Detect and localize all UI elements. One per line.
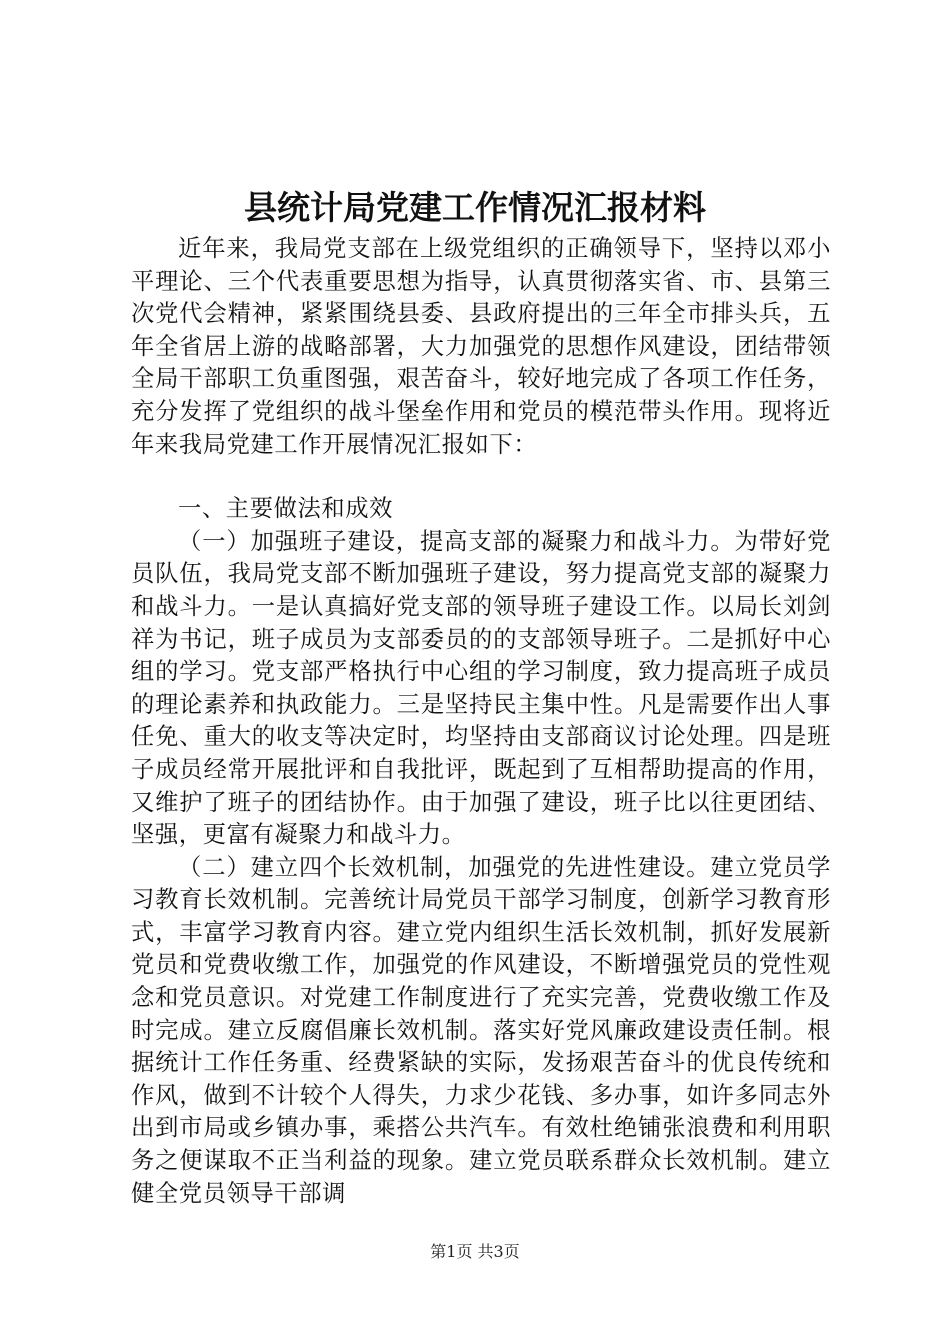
- intro-paragraph: 近年来，我局党支部在上级党组织的正确领导下，坚持以邓小平理论、三个代表重要思想为指导，认真贯彻落实省、市、县第三次党代会精神，紧紧围绕县委、县政府提出的三年全市排头兵，五年全省居上游的战略部署，大力加强党的思想作风建设，团结带领全局干部职工负重图强，艰苦奋斗，较好地完成了各项工作任务，充分发挥了党组织的战斗堡垒作用和党员的模范带头作用。现将近年来我局党建工作开展情况汇报如下：: [131, 235, 831, 458]
- document-body: [131, 233, 831, 1210]
- page-number-footer: 第1页 共3页: [430, 1242, 520, 1261]
- section-heading: 一、主要做法和成效: [178, 495, 394, 523]
- document-title: 县统计局党建工作情况汇报材料: [244, 188, 706, 227]
- body-paragraph-1: （一）加强班子建设，提高支部的凝聚力和战斗力。为带好党员队伍，我局党支部不断加强班子建设，努力提高党支部的凝聚力和战斗力。一是认真搞好党支部的领导班子建设工作。以局长刘剑祥为书记，班子成员为支部委员的的支部领导班子。二是抓好中心组的学习。党支部严格执行中心组的学习制度，致力提高班子成员的理论素养和执政能力。三是坚持民主集中性。凡是需要作出人事任免、重大的收支等决定时，均坚持由支部商议讨论处理。四是班子成员经常开展批评和自我批评，既起到了互相帮助提高的作用，又维护了班子的团结协作。由于加强了建设，班子比以往更团结、坚强，更富有凝聚力和战斗力。: [131, 527, 831, 849]
- body-paragraph-2: （二）建立四个长效机制，加强党的先进性建设。建立党员学习教育长效机制。完善统计局党员干部学习制度，创新学习教育形式，丰富学习教育内容。建立党内组织生活长效机制，抓好发展新党员和党费收缴工作，加强党的作风建设，不断增强党员的党性观念和党员意识。对党建工作制度进行了充实完善，党费收缴工作及时完成。建立反腐倡廉长效机制。落实好党风廉政建设责任制。根据统计工作任务重、经费紧缺的实际，发扬艰苦奋斗的优良传统和作风，做到不计较个人得失，力求少花钱、多办事，如许多同志外出到市局或乡镇办事，乘搭公共汽车。有效杜绝铺张浪费和利用职务之便谋取不正当利益的现象。建立党员联系群众长效机制。建立健全党员领导干部调: [131, 853, 831, 1207]
- paragraph-spacer: [131, 461, 831, 493]
